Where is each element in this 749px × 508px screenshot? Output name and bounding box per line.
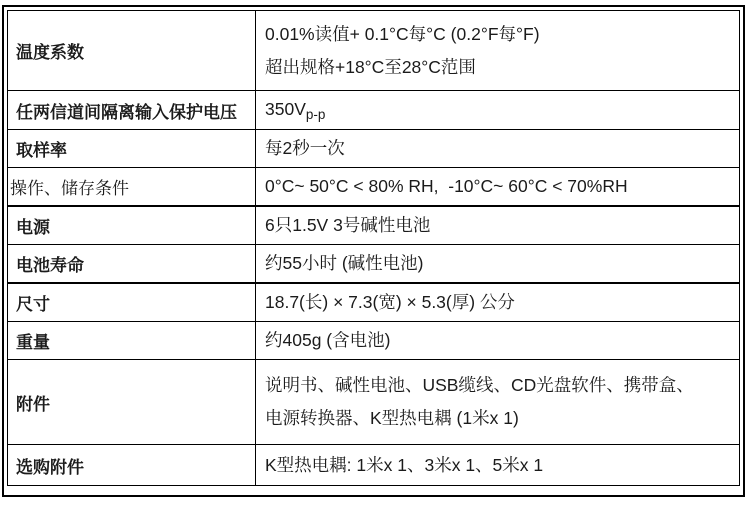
spec-value-cell: [256, 168, 740, 207]
spec-label: 温度系数: [16, 43, 84, 62]
spec-value-cell: [256, 322, 740, 360]
table-row-weight: [8, 322, 740, 360]
table-row-accessories: [8, 360, 740, 445]
spec-table-frame: [2, 5, 745, 497]
spec-label: 重量: [16, 333, 50, 352]
table-row-temperature-coefficient: [8, 11, 740, 91]
spec-label: 附件: [16, 394, 50, 414]
spec-value-cell: [256, 360, 740, 445]
spec-label-cell: [8, 322, 256, 360]
spec-label-cell: [8, 11, 256, 91]
spec-value-line: 0.01%读值+ 0.1°C每°C (0.2°F每°F): [265, 23, 540, 44]
spec-value-line: 约55小时 (碱性电池): [265, 253, 424, 273]
spec-value-cell: [256, 445, 740, 486]
table-row-optional-accessories: [8, 445, 740, 486]
spec-label-cell: [8, 445, 256, 486]
spec-label-cell: [8, 283, 256, 322]
table-row-sampling-rate: [8, 130, 740, 168]
spec-value-cell: [256, 283, 740, 322]
table-row-dimensions: [8, 283, 740, 322]
spec-value-cell: [256, 245, 740, 284]
spec-label: 取样率: [16, 141, 67, 160]
spec-label-cell: [8, 245, 256, 284]
spec-table: [7, 10, 740, 486]
spec-label: 电池寿命: [16, 256, 84, 275]
spec-value-line: 18.7(长) × 7.3(宽) × 5.3(厚) 公分: [265, 292, 515, 312]
spec-label-cell: [8, 168, 256, 207]
spec-value-cell: [256, 11, 740, 91]
spec-value-cell: [256, 206, 740, 245]
spec-value-line: 约405g (含电池): [265, 330, 391, 350]
table-row-power-source: [8, 206, 740, 245]
table-row-isolation-voltage: [8, 91, 740, 130]
spec-value-main: 350V: [265, 99, 306, 119]
spec-label: 操作、储存条件: [10, 179, 129, 198]
spec-label: 任两信道间隔离输入保护电压: [16, 102, 237, 122]
spec-label: 电源: [16, 218, 50, 237]
spec-label-cell: [8, 130, 256, 168]
table-row-battery-life: [8, 245, 740, 284]
table-row-operating-storage-conditions: [8, 168, 740, 207]
spec-value-line: 0°C~ 50°C < 80% RH, -10°C~ 60°C < 70%RH: [265, 176, 628, 196]
spec-label-cell: [8, 91, 256, 130]
spec-value-line: K型热电耦: 1米x 1、3米x 1、5米x 1: [265, 454, 544, 475]
spec-label-cell: [8, 360, 256, 445]
spec-value-line: 6只1.5V 3号碱性电池: [265, 215, 431, 235]
spec-value-line: 电源转换器、K型热电耦 (1米x 1): [265, 408, 519, 428]
spec-label: 尺寸: [16, 295, 50, 314]
spec-value-cell: [256, 130, 740, 168]
spec-label: 选购附件: [16, 457, 84, 477]
spec-value-line: 超出规格+18°C至28°C范围: [265, 56, 476, 77]
subscript-text: p-p: [305, 107, 326, 122]
spec-value-line: 每2秒一次: [265, 138, 345, 158]
spec-label-cell: [8, 206, 256, 245]
spec-value-line: 说明书、碱性电池、USB缆线、CD光盘软件、携带盒、: [265, 375, 694, 395]
spec-value-cell: [256, 91, 740, 130]
